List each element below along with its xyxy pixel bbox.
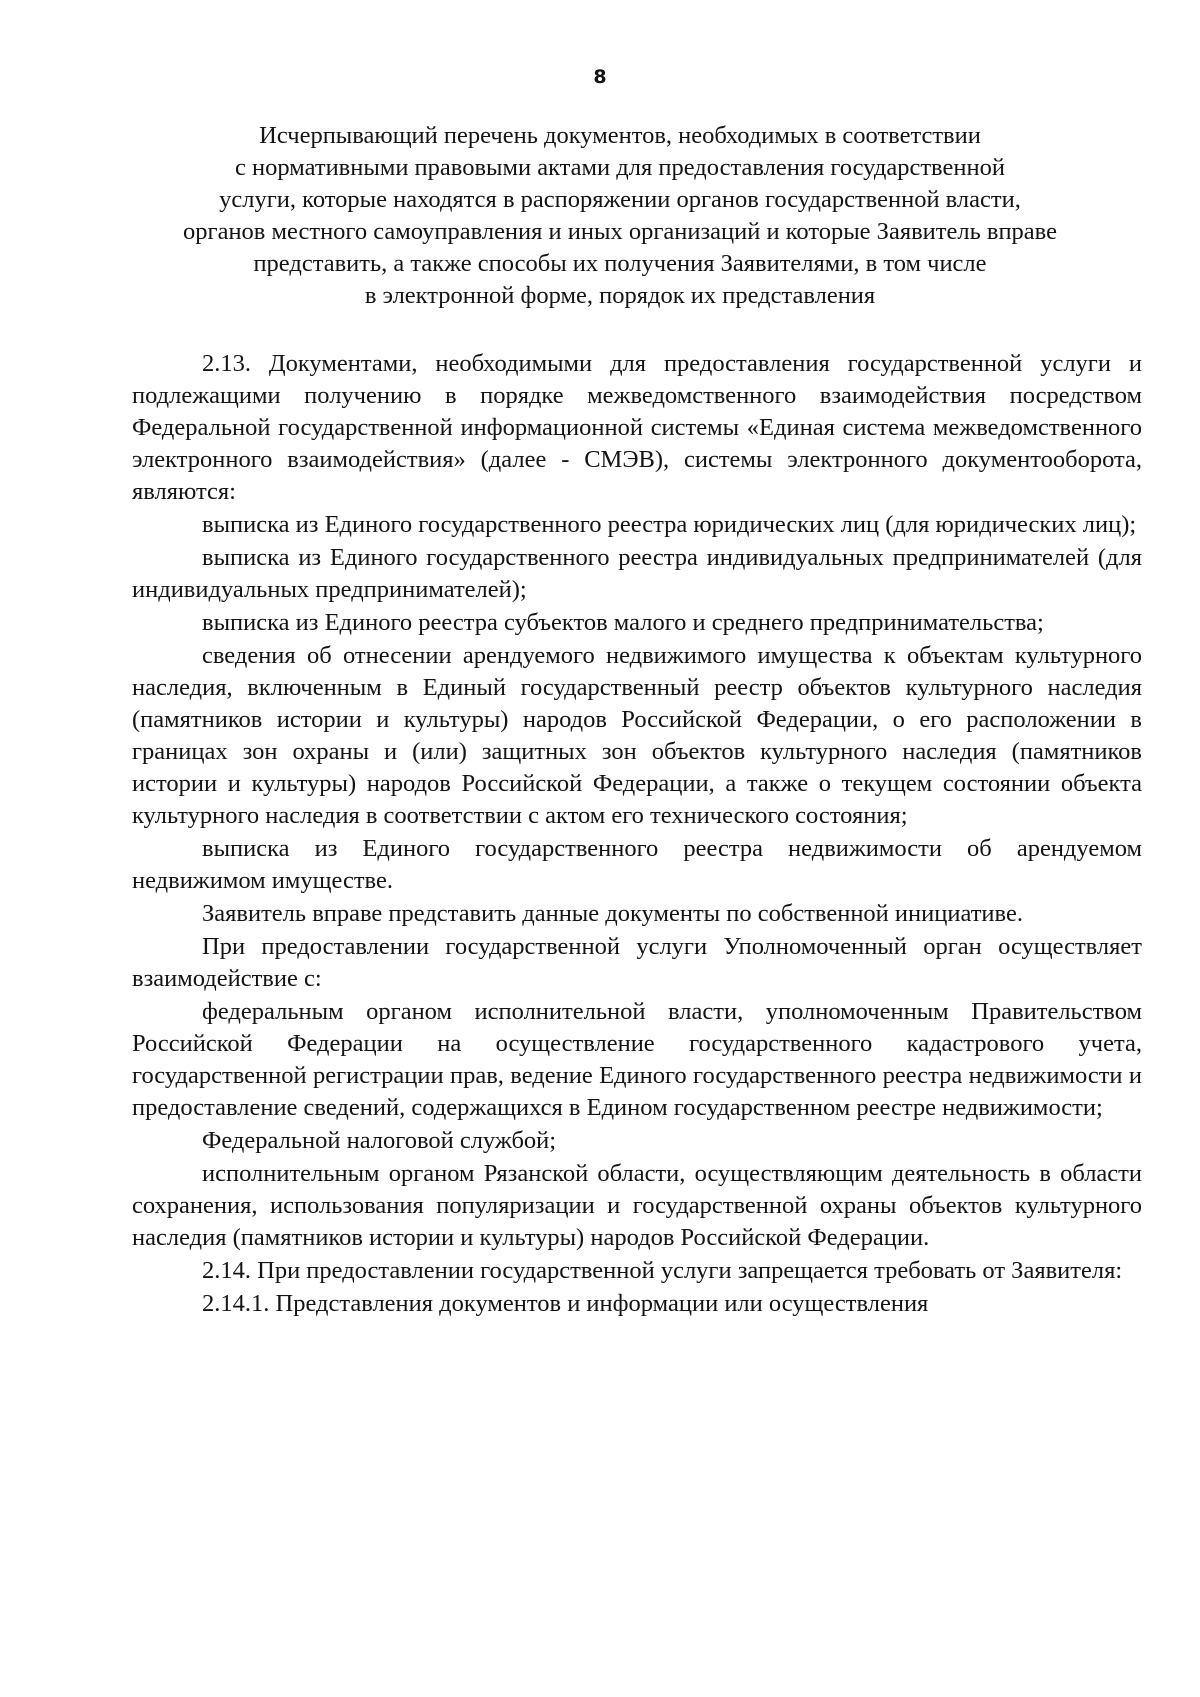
section-heading [120, 120, 1120, 312]
heading-line: услуги, которые находятся в распоряжении органов государственной власти, [219, 186, 1021, 213]
list-item-real-estate-extract: выписка из Единого государственного реестра недвижимости об арендуемом недвижимом имуществе. [132, 835, 1142, 894]
list-item-legal-entities-extract: выписка из Единого государственного реестра юридических лиц (для юридических лиц); [202, 511, 1137, 538]
heading-line: органов местного самоуправления и иных организаций и которые Заявитель вправе [183, 218, 1057, 245]
list-item-sme-registry-extract: выписка из Единого реестра субъектов малого и среднего предпринимательства; [202, 609, 1044, 636]
heading-line: в электронной форме, порядок их представления [364, 282, 876, 309]
paragraph-interaction-intro: При предоставлении государственной услуги Уполномоченный орган осуществляет взаимодействие с: [132, 933, 1142, 992]
list-item-ryazan-executive-body: исполнительным органом Рязанской области, осуществляющим деятельность в области сохранения, использования популяризации и государственной охраны объектов культурного наследия (памятников истории и культуры) народов Российской Федерации. [132, 1160, 1142, 1251]
list-item-entrepreneurs-extract: выписка из Единого государственного реестра индивидуальных предпринимателей (для индивидуальных предпринимателей); [132, 544, 1142, 603]
heading-line: с нормативными правовыми актами для предоставления государственной [235, 154, 1005, 181]
heading-line: Исчерпывающий перечень документов, необходимых в соответствии [259, 122, 981, 149]
paragraph-2-14: 2.14. При предоставлении государственной услуги запрещается требовать от Заявителя: [202, 1257, 1123, 1284]
list-item-tax-service: Федеральной налоговой службой; [202, 1127, 557, 1154]
paragraph-applicant-right: Заявитель вправе представить данные документы по собственной инициативе. [202, 900, 1023, 927]
page-number: 8 [593, 66, 607, 88]
heading-line: представить, а также способы их получения Заявителями, в том числе [253, 250, 987, 277]
document-body [132, 348, 1142, 1320]
list-item-cultural-heritage-info: сведения об отнесении арендуемого недвижимого имущества к объектам культурного наследия, включенным в Единый государственный реестр объектов культурного наследия (памятников истории и культуры) народов Российской Федерации, о его расположении в границах зон охраны и (или) защитных зон объектов культурного наследия (памятников истории и культуры) народов Российской Федерации, а также о текущем состоянии объекта культурного наследия в соответствии с актом его технического состояния; [132, 642, 1142, 829]
paragraph-2-13: 2.13. Документами, необходимыми для предоставления государственной услуги и подлежащими получению в порядке межведомственного взаимодействия посредством Федеральной государственной информационной системы «Единая система межведомственного электронного взаимодействия» (далее - СМЭВ), системы электронного документооборота, являются: [132, 350, 1142, 505]
list-item-federal-executive-body: федеральным органом исполнительной власти, уполномоченным Правительством Российской Федерации на осуществление государственного кадастрового учета, государственной регистрации прав, ведение Единого государственного реестра недвижимости и предоставление сведений, содержащихся в Едином государственном реестре недвижимости; [132, 998, 1142, 1121]
paragraph-2-14-1: 2.14.1. Представления документов и информации или осуществления [202, 1290, 929, 1317]
